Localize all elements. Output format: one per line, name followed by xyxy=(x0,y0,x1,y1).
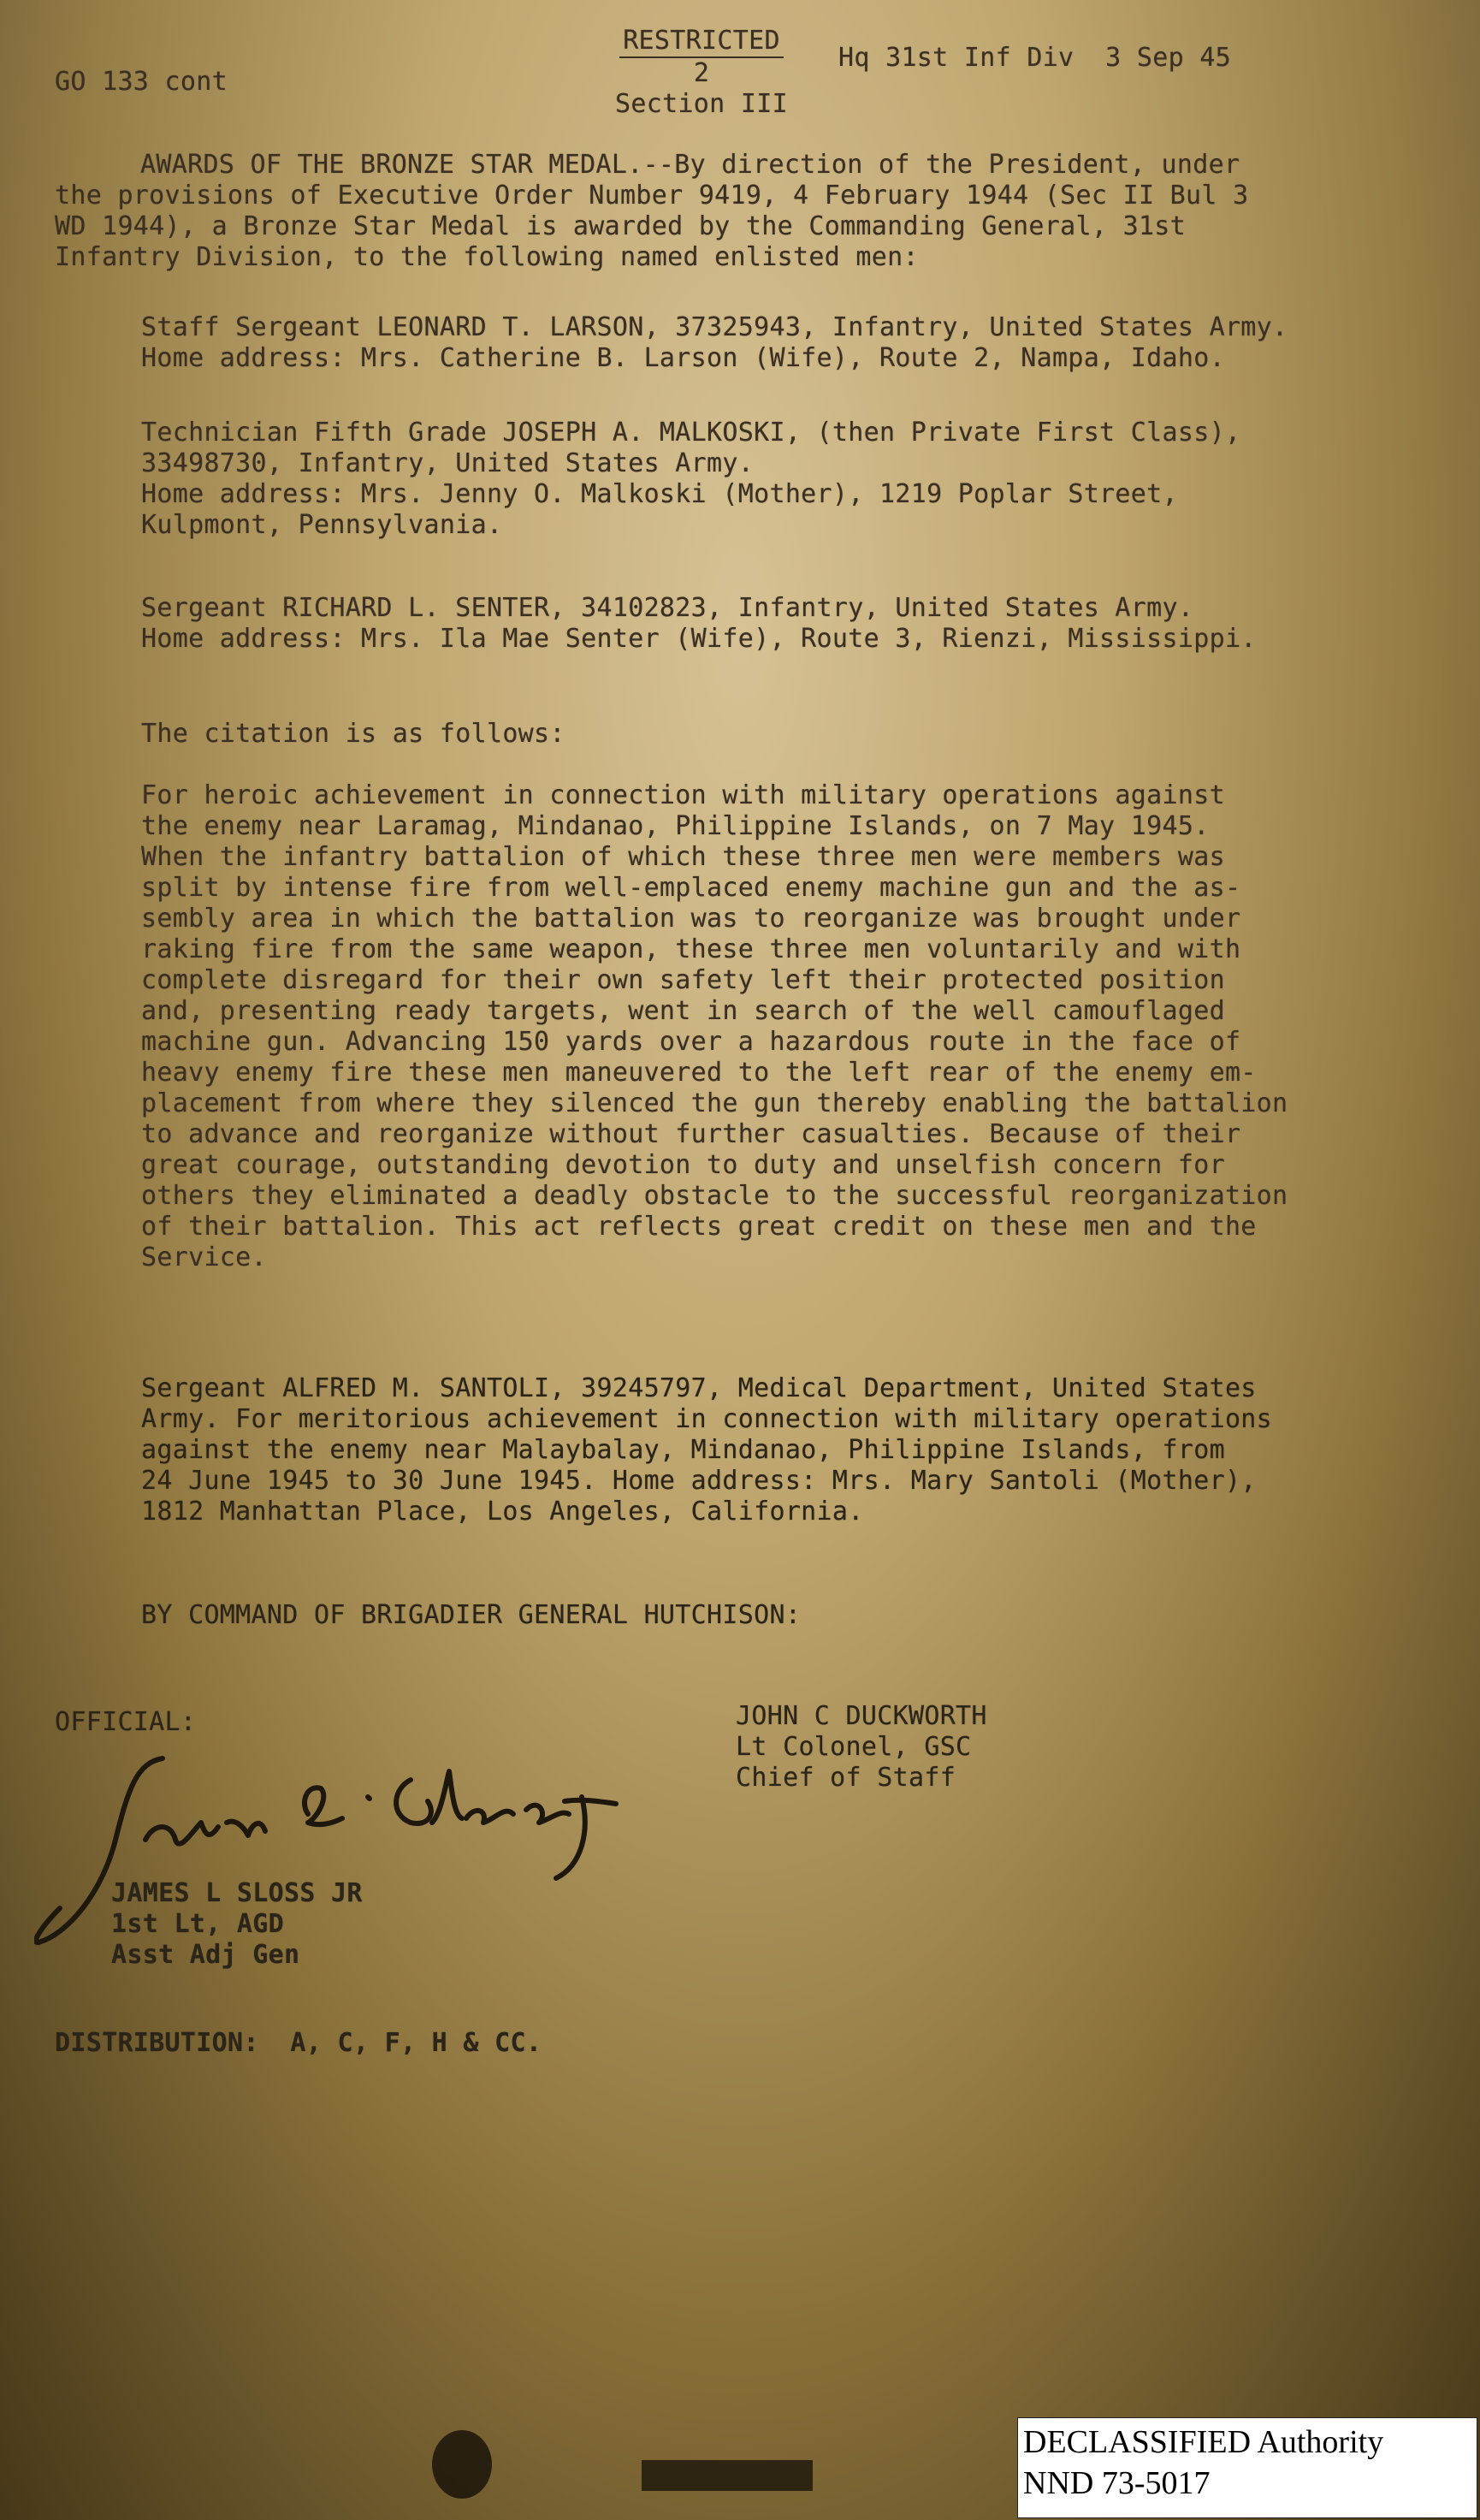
citation-line: complete disregard for their own safety left their protected position xyxy=(141,965,1225,995)
recipient-line: Sergeant RICHARD L. SENTER, 34102823, Infantry, United States Army. xyxy=(141,593,1194,623)
ink-blot xyxy=(432,2430,492,2499)
signer-title: Chief of Staff xyxy=(736,1763,956,1793)
recipient-senter xyxy=(141,593,1399,655)
declassified-stamp xyxy=(1017,2417,1477,2518)
recipient-line: Technician Fifth Grade JOSEPH A. MALKOSKI, (then Private First Class), xyxy=(141,418,1241,448)
redaction-bar xyxy=(642,2460,813,2491)
citation-text xyxy=(141,780,1416,1273)
citation-line: placement from where they silenced the gun thereby enabling the battalion xyxy=(141,1088,1288,1118)
citation-line: of their battalion. This act reflects great credit on these men and the xyxy=(141,1212,1257,1242)
signer-name: JOHN C DUCKWORTH xyxy=(736,1701,987,1731)
page-number: 2 xyxy=(693,58,710,88)
official-label: OFFICIAL: xyxy=(55,1707,197,1737)
citation-line: the enemy near Laramag, Mindanao, Philippine Islands, on 7 May 1945. xyxy=(141,811,1210,841)
command-line: BY COMMAND OF BRIGADIER GENERAL HUTCHISON: xyxy=(141,1600,802,1630)
citation-line: For heroic achievement in connection with military operations against xyxy=(141,780,1225,810)
citation-line: great courage, outstanding devotion to duty and unselfish concern for xyxy=(141,1150,1225,1180)
adjutant-name: JAMES L SLOSS JR xyxy=(111,1878,363,1908)
recipient-larson xyxy=(141,312,1399,374)
citation-line: machine gun. Advancing 150 yards over a hazardous route in the face of xyxy=(141,1027,1241,1057)
recipient-line: Army. For meritorious achievement in connection with military operations xyxy=(141,1404,1273,1434)
recipient-line: against the enemy near Malaybalay, Mindanao, Philippine Islands, from xyxy=(141,1435,1225,1465)
recipient-line: Home address: Mrs. Catherine B. Larson (Wife), Route 2, Nampa, Idaho. xyxy=(141,343,1225,373)
citation-line: others they eliminated a deadly obstacle to the successful reorganization xyxy=(141,1181,1288,1211)
stamp-line-2: NND 73-5017 xyxy=(1023,2465,1211,2501)
intro-line: WD 1944), a Bronze Star Medal is awarded by the Commanding General, 31st xyxy=(55,211,1187,241)
adjutant-block xyxy=(111,1878,363,1971)
recipient-line: Kulpmont, Pennsylvania. xyxy=(141,510,503,540)
recipient-line: 24 June 1945 to 30 June 1945. Home address: Mrs. Mary Santoli (Mother), xyxy=(141,1466,1257,1496)
section-heading: Section III xyxy=(615,89,788,119)
recipient-line: 1812 Manhattan Place, Los Angeles, California. xyxy=(141,1497,864,1527)
distribution-line: DISTRIBUTION: A, C, F, H & CC. xyxy=(55,2028,542,2058)
award-introduction xyxy=(55,150,1355,273)
intro-line: AWARDS OF THE BRONZE STAR MEDAL.--By direction of the President, under xyxy=(140,150,1240,180)
headquarters-date: Hq 31st Inf Div 3 Sep 45 xyxy=(838,43,1232,73)
citation-line: split by intense fire from well-emplaced enemy machine gun and the as- xyxy=(141,873,1241,903)
recipient-line: Home address: Mrs. Jenny O. Malkoski (Mother), 1219 Poplar Street, xyxy=(141,479,1178,509)
citation-line: and, presenting ready targets, went in search of the well camouflaged xyxy=(141,996,1225,1026)
citation-line: raking fire from the same weapon, these three men voluntarily and with xyxy=(141,934,1241,964)
citation-line: Service. xyxy=(141,1242,267,1272)
recipient-line: Sergeant ALFRED M. SANTOLI, 39245797, Medical Department, United States xyxy=(141,1373,1257,1403)
citation-line: heavy enemy fire these men maneuvered to the left rear of the enemy em- xyxy=(141,1058,1257,1088)
recipient-santoli xyxy=(141,1373,1424,1527)
citation-line: to advance and reorganize without further casualties. Because of their xyxy=(141,1119,1241,1149)
recipient-line: 33498730, Infantry, United States Army. xyxy=(141,448,755,478)
restricted-marking: RESTRICTED xyxy=(619,26,784,58)
order-reference: GO 133 cont xyxy=(55,67,228,97)
signer-rank: Lt Colonel, GSC xyxy=(736,1732,972,1762)
adjutant-title: Asst Adj Gen xyxy=(111,1940,300,1970)
citation-line: sembly area in which the battalion was to reorganize was brought under xyxy=(141,904,1241,934)
intro-line: Infantry Division, to the following named enlisted men: xyxy=(55,242,919,272)
stamp-line-1: DECLASSIFIED Authority xyxy=(1023,2424,1384,2460)
citation-line: When the infantry battalion of which these three men were members was xyxy=(141,842,1225,872)
classification-header xyxy=(599,26,804,120)
recipient-malkoski xyxy=(141,418,1399,541)
recipient-line: Staff Sergeant LEONARD T. LARSON, 37325943, Infantry, United States Army. xyxy=(141,312,1288,342)
recipient-line: Home address: Mrs. Ila Mae Senter (Wife), Route 3, Rienzi, Mississippi. xyxy=(141,624,1257,654)
adjutant-rank: 1st Lt, AGD xyxy=(111,1909,284,1939)
citation-intro: The citation is as follows: xyxy=(141,719,565,749)
chief-of-staff-block xyxy=(736,1701,987,1794)
intro-line: the provisions of Executive Order Number 9419, 4 February 1944 (Sec II Bul 3 xyxy=(55,181,1249,210)
